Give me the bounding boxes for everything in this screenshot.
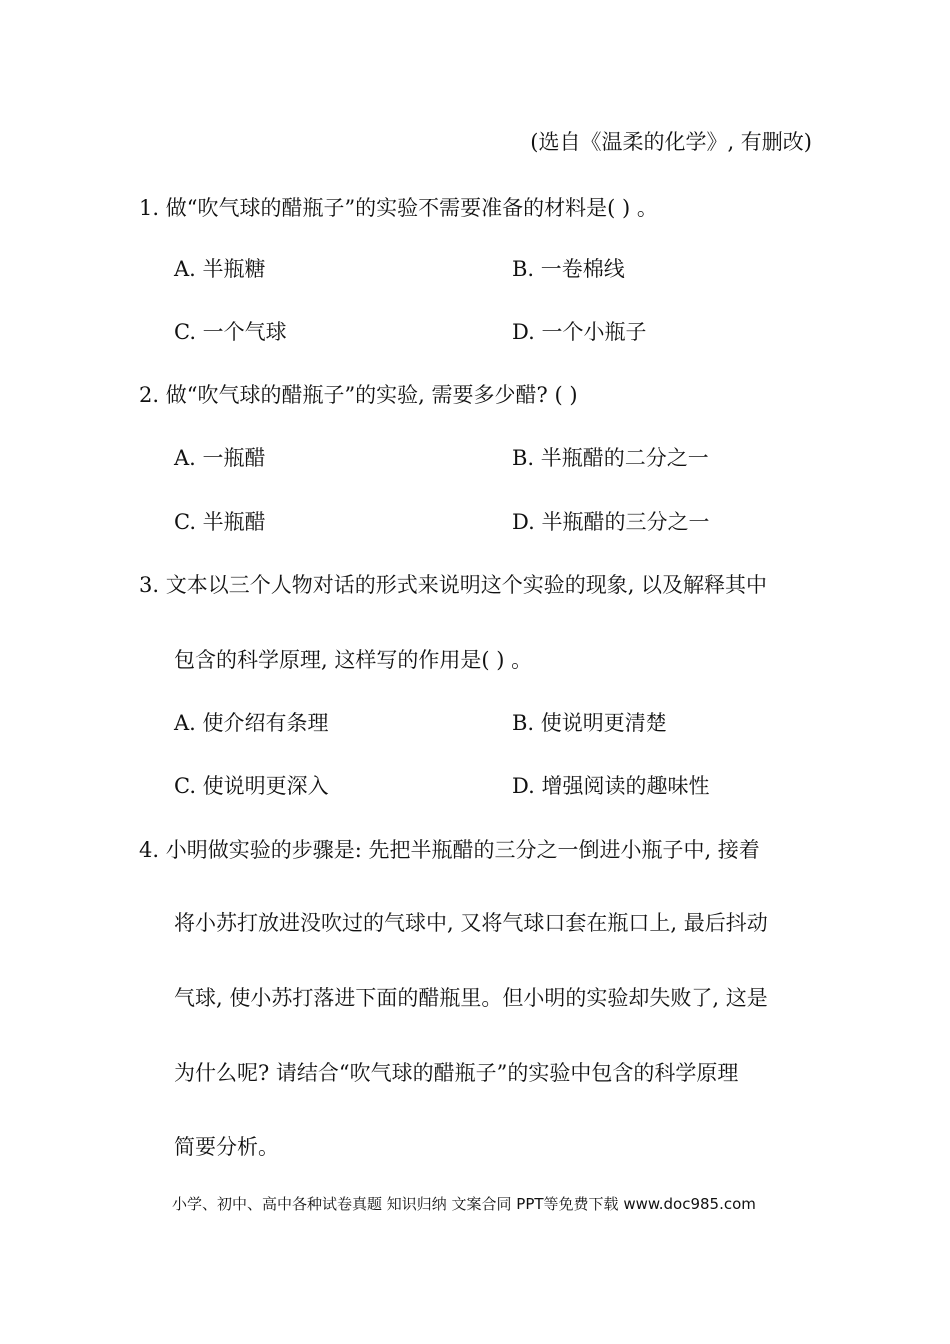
question-3-option-b: B. 使说明更清楚 — [512, 711, 667, 735]
question-2-stem: 2. 做“吹气球的醋瓶子”的实验, 需要多少醋? ( ) — [139, 383, 578, 407]
question-4-stem-line-1: 4. 小明做实验的步骤是: 先把半瓶醋的三分之一倒进小瓶子中, 接着 — [139, 838, 760, 862]
question-3-stem-line-1: 3. 文本以三个人物对话的形式来说明这个实验的现象, 以及解释其中 — [139, 573, 768, 597]
question-3-option-a: A. 使介绍有条理 — [174, 711, 329, 735]
question-1-option-c: C. 一个气球 — [174, 320, 287, 344]
question-1-option-b: B. 一卷棉线 — [512, 257, 625, 281]
question-1-stem: 1. 做“吹气球的醋瓶子”的实验不需要准备的材料是( ) 。 — [139, 196, 658, 220]
question-4-stem-line-2: 将小苏打放进没吹过的气球中, 又将气球口套在瓶口上, 最后抖动 — [174, 911, 768, 935]
question-4-stem-line-3: 气球, 使小苏打落进下面的醋瓶里。但小明的实验却失败了, 这是 — [174, 986, 768, 1010]
question-1-option-a: A. 半瓶糖 — [174, 257, 266, 281]
question-4-stem-line-5: 简要分析。 — [174, 1135, 279, 1159]
question-2-option-c: C. 半瓶醋 — [174, 510, 266, 534]
question-1-option-d: D. 一个小瓶子 — [512, 320, 647, 344]
question-3-stem-line-2: 包含的科学原理, 这样写的作用是( ) 。 — [174, 648, 533, 672]
question-2-option-a: A. 一瓶醋 — [174, 446, 266, 470]
question-4-stem-line-4: 为什么呢? 请结合“吹气球的醋瓶子”的实验中包含的科学原理 — [174, 1061, 739, 1085]
question-2-option-b: B. 半瓶醋的二分之一 — [512, 446, 709, 470]
source-citation: (选自《温柔的化学》, 有删改) — [530, 130, 812, 154]
question-3-option-d: D. 增强阅读的趣味性 — [512, 774, 710, 798]
question-3-option-c: C. 使说明更深入 — [174, 774, 329, 798]
question-2-option-d: D. 半瓶醋的三分之一 — [512, 510, 710, 534]
footer-promo-text: 小学、初中、高中各种试卷真题 知识归纳 文案合同 PPT等免费下载 www.doc985.com — [172, 1195, 756, 1213]
